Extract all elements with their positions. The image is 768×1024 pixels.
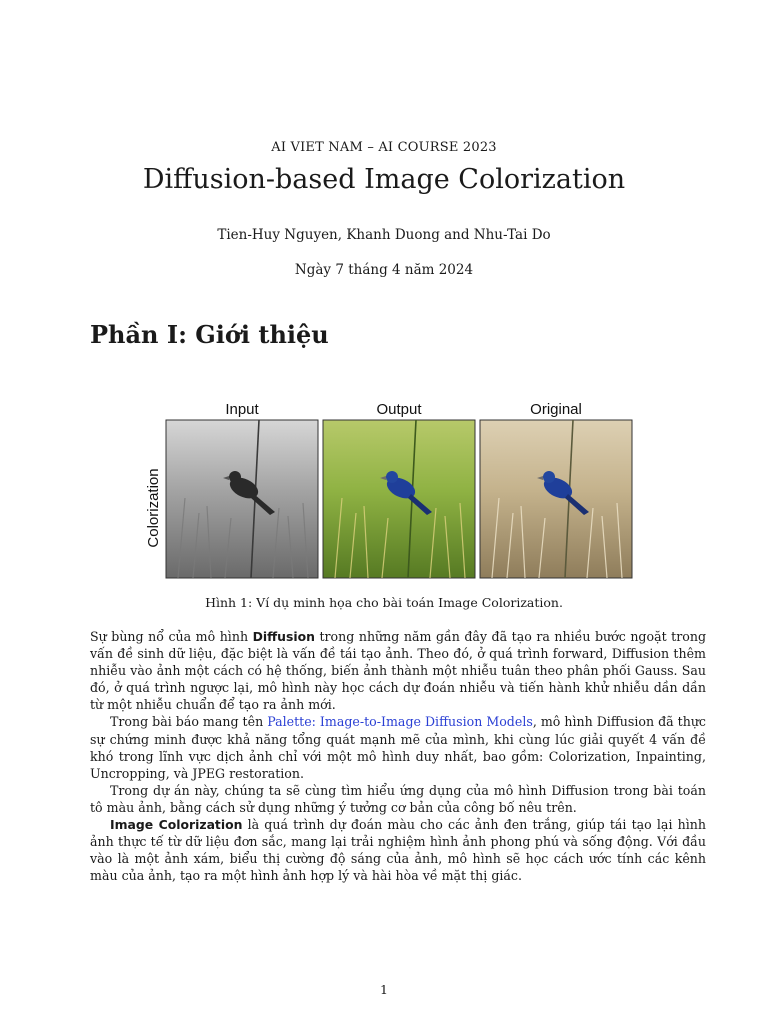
figure-column-label-output: Output: [376, 401, 422, 418]
paragraph-1: [90, 628, 706, 713]
paragraph-2-text-a: Trong bài báo mang tên: [110, 714, 268, 730]
paragraph-1-text-b: trong những năm gần đây đã tạo ra nhiều bước ngoặt trong vấn đề sinh dữ liệu, đặc biệt là vấn đề tái tạo ảnh. Theo đó, ở quá trình forward, Diffusion thêm nhiễu vào ảnh một cách có hệ thống, biến ảnh thành một nhiễu tuân theo phân phối Gauss. Sau đó, ở quá trình ngược lại, mô hình này học cách dự đoán nhiễu và tiến hành khử nhiễu dần dần từ một nhiễu chuẩn để tạo ra ảnh mới.: [90, 629, 707, 713]
paragraph-2: [90, 713, 706, 781]
authors: Tien-Huy Nguyen, Khanh Duong and Nhu-Tai Do: [217, 227, 551, 243]
section-title: Phần I: Giới thiệu: [90, 320, 329, 349]
figure-caption: Hình 1: Ví dụ minh họa cho bài toán Image Colorization.: [205, 595, 563, 610]
palette-paper-link[interactable]: Palette: Image-to-Image Diffusion Models: [267, 714, 533, 730]
output-colorized-image: [323, 420, 475, 578]
figure-column-label-original: Original: [530, 401, 582, 418]
figure-row-label: Colorization: [145, 468, 162, 548]
paper-title: Diffusion-based Image Colorization: [142, 164, 626, 195]
paragraph-3: Trong dự án này, chúng ta sẽ cùng tìm hiểu ứng dụng của mô hình Diffusion trong bài toán tô màu ảnh, bằng cách sử dụng những ý tưởng cơ bản của công bố nêu trên.: [90, 782, 706, 815]
paragraph-4-text: là quá trình dự đoán màu cho các ảnh đen trắng, giúp tái tạo lại hình ảnh thực tế từ dữ liệu đơn sắc, mang lại trải nghiệm hình ảnh phong phú và sống động. Với đầu vào là một ảnh xám, biểu thị cường độ sáng của ảnh, mô hình sẽ học cách ước tính các kênh màu của ảnh, tạo ra một hình ảnh hợp lý và hài hòa về mặt thị giác.: [90, 817, 706, 884]
figure-colorization: [133, 388, 661, 580]
term-diffusion: Diffusion: [252, 629, 315, 644]
figure-column-label-input: Input: [225, 401, 259, 418]
term-image-colorization: Image Colorization: [110, 817, 243, 833]
paragraph-4: [90, 816, 706, 884]
paragraph-2-text-b: , mô hình Diffusion đã thực sự chứng minh được khả năng tổng quát mạnh mẽ của mình, khi cùng lúc giải quyết 4 vấn đề khó trong lĩnh vực dịch ảnh chỉ với một mô hình duy nhất, bao gồm: Colorization, Inpainting, Uncropping, và JPEG restoration.: [90, 714, 706, 781]
publication-date: Ngày 7 tháng 4 năm 2024: [294, 262, 474, 278]
original-image: [480, 420, 632, 578]
paragraph-1-text-a: Sự bùng nổ của mô hình: [90, 629, 253, 644]
figure-image: [133, 388, 661, 580]
course-header: AI VIET NAM – AI COURSE 2023: [271, 140, 497, 155]
input-grayscale-image: [166, 420, 318, 578]
page-number: 1: [380, 982, 388, 997]
body-text: [90, 628, 706, 884]
